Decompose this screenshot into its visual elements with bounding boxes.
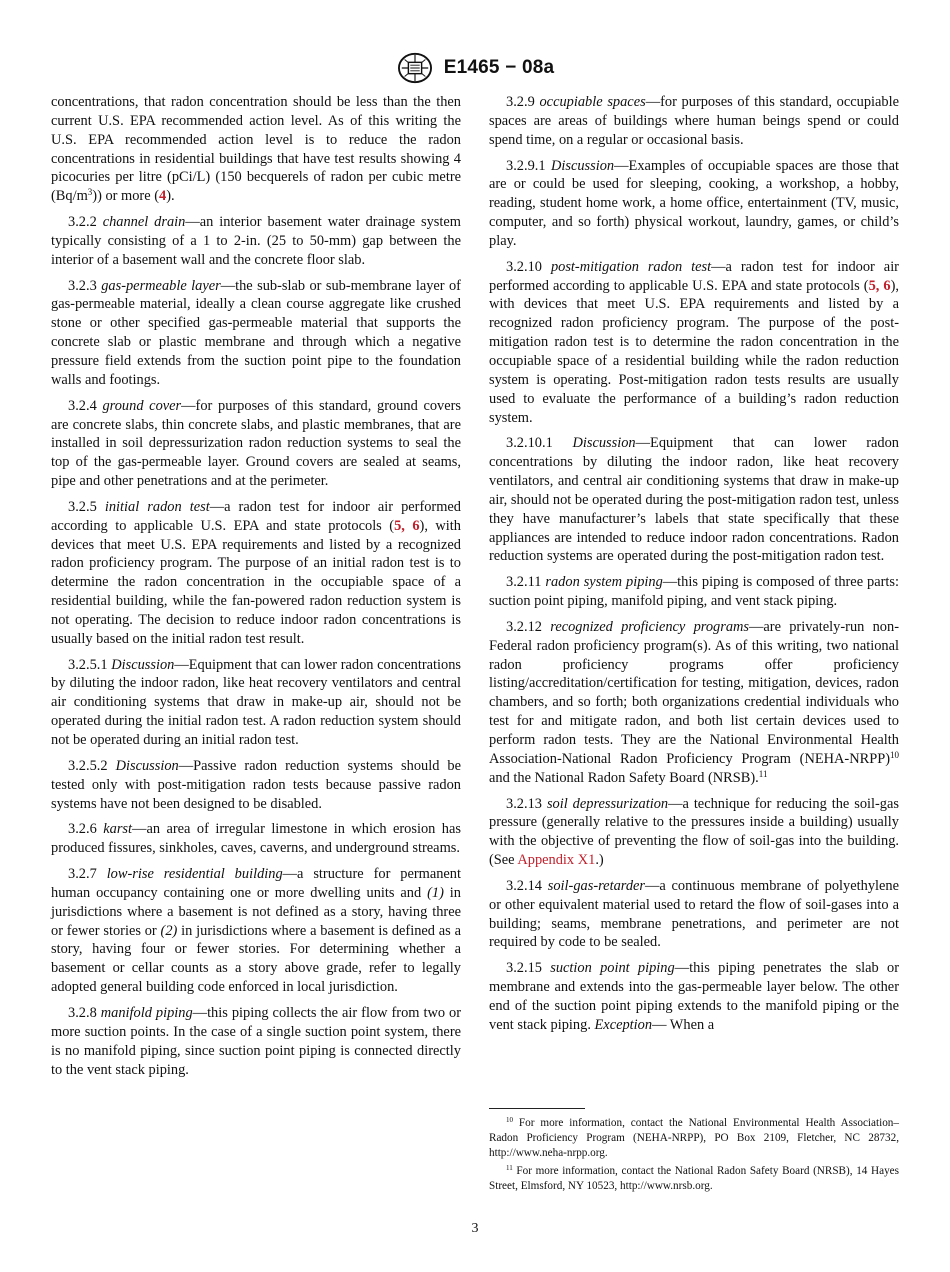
definition-manifold-piping: 3.2.8 manifold piping—this piping collects the air flow from two or more suction points. In the case of a single suction point system, there is no manifold piping, since suction point piping is connected directly to the vent stack piping. (51, 1004, 461, 1078)
definition-post-mitigation-radon-test: 3.2.10 post-mitigation radon test—a radon test for indoor air performed according to applicable U.S. EPA and state protocols (5, 6), with devices that meet U.S. EPA requirements and listed by a recognized radon proficiency program. The purpose of the post-mitigation radon test is to determine the radon concentration in the occupiable space of a residential building while the radon reduction system is operating. Post-mitigation radon tests results are usually used to evaluate the performance of a building’s radon reduction system. (489, 258, 899, 426)
definition-recognized-proficiency-programs: 3.2.12 recognized proficiency programs—are privately-run non-Federal radon proficiency program(s). As of this writing, two national radon proficiency programs offer proficiency listing/accreditation/certification for testing, mitigation, devices, radon chambers, and so forth; both organizations credential individuals who test for and mitigate radon, and both list certain devices used to perform radon tests. They are the National Environmental Health Association-National Radon Proficiency Program (NEHA-NRPP)$^{10}$ and the National Radon Safety Board (NRSB).$^{11}$ (489, 618, 899, 786)
definition-radon-system-piping: 3.2.11 radon system piping—this piping is composed of three parts: suction point piping, manifold piping, and vent stack piping. (489, 574, 899, 610)
footnote-11: $^{11}$ For more information, contact the National Radon Safety Board (NRSB), 14 Hayes Street, Elmsford, NY 10523, http://www.nrsb.org. (489, 1164, 899, 1192)
definition-channel-drain: 3.2.2 channel drain—an interior basement water drainage system typically consisting of a 1 to 2-in. (25 to 50-mm) gap between the interior of a basement wall and the concrete floor slab. (51, 214, 461, 268)
definition-ground-cover: 3.2.4 ground cover—for purposes of this standard, ground covers are concrete slabs, thin concrete slabs, and plastic membranes, that are installed in soil depressurization radon reduction systems to seal the top of the gas-permeable layer. Ground covers are sealed at seams, pipe and other penetrations and at the perimeter. (51, 397, 461, 490)
definition-soil-gas-retarder: 3.2.14 soil-gas-retarder—a continuous membrane of polyethylene or other equivalent material used to retard the flow of soil-gases into a building; seams, membrane penetrations, and perimeter are not required by code to be sealed. (489, 877, 899, 951)
definition-suction-point-piping: 3.2.15 suction point piping—this piping penetrates the slab or membrane and extends into the gas-permeable layer below. The other end of the suction point piping extends to the manifold piping or the vent stack piping. Exception— When a (489, 960, 899, 1033)
left-column (51, 93, 461, 1086)
reference-link[interactable]: 4 (159, 188, 167, 205)
definition-karst: 3.2.6 karst—an area of irregular limestone in which erosion has produced fissures, sinkholes, caves, caverns, and underground streams. (51, 821, 461, 857)
standard-designation: E1465 − 08a (443, 57, 555, 78)
footnote-marker[interactable]: 11 (758, 768, 768, 779)
footnote-10: $^{10}$ For more information, contact the National Environmental Health Association–Radon Proficiency Program (NEHA-NRPP), PO Box 2109, Fletcher, NC 28732, http://www.neha-nrpp.org. (489, 1116, 899, 1159)
discussion-3-2-9-1: 3.2.9.1 Discussion—Examples of occupiable spaces are those that are or could be used for sleeping, cooking, a workshop, a hobby, reading, student home work, a home office, entertainment (TV, music, computer, and so forth) physical workout, laundry, games, or child’s play. (489, 157, 899, 249)
footnote-marker[interactable]: 10 (890, 749, 899, 760)
continued-paragraph: concentrations, that radon concentration should be less than the then current U.S. EPA recommended action level. As of this writing the U.S. EPA recommended action level is to reduce the radon concentrations in residential buildings that have test results showing 4 picocuries per litre (pCi/L) (150 becquerels of radon per cubic metre $(Bq/m^3)$) or more (4). (51, 94, 461, 205)
definition-gas-permeable-layer: 3.2.3 gas-permeable layer—the sub-slab or sub-membrane layer of gas-permeable material, ideally a clean course aggregate like crushed stone or other specified gas-permeable material that supports the concrete slab or plastic membrane and through which a negative pressure field extends from the suction point pipe to the foundation walls and footings. (51, 277, 461, 388)
appendix-link[interactable]: Appendix X1 (517, 852, 596, 869)
reference-link[interactable]: 5, 6 (868, 277, 891, 294)
definition-occupiable-spaces: 3.2.9 occupiable spaces—for purposes of this standard, occupiable spaces are areas of buildings where human beings spend or could spend time, on a regular or occasional basis. (489, 94, 899, 148)
definition-soil-depressurization: 3.2.13 soil depressurization—a technique for reducing the soil-gas pressure (generally relative to the pressures inside a building) usually with the objective of preventing the flow of soil-gas into the building. (See Appendix X1.) (489, 795, 899, 869)
footnotes (489, 1116, 899, 1197)
discussion-3-2-10-1: 3.2.10.1 Discussion—Equipment that can lower radon concentrations by diluting the indoor radon, like heat recovery ventilators, and central air conditioning systems that draw in make-up air, should not be operated during the post-mitigation radon test, unless they have manufacturer’s labels that state specifically that these appliances are intended to reduce indoor radon concentrations. Radon reduction systems are operated during the post-mitigation radon test. (489, 435, 899, 565)
reference-link[interactable]: 5, 6 (394, 517, 420, 534)
right-column (489, 93, 899, 1042)
discussion-3-2-5-2: 3.2.5.2 Discussion—Passive radon reduction systems should be tested only with post-mitigation radon tests because passive radon systems have not been designed to be disabled. (51, 757, 461, 812)
definition-low-rise-residential-building: 3.2.7 low-rise residential building—a structure for permanent human occupancy containing one or more dwelling units and (1) in jurisdictions where a basement is not defined as a story, having three or fewer stories or (2) in jurisdictions where a basement is defined as a story, having four or fewer stories. For determining whether a basement or cellar counts as a story above grade, refer to legally adopted general building code enforced in local jurisdiction. (51, 866, 461, 996)
discussion-3-2-5-1: 3.2.5.1 Discussion—Equipment that can lower radon concentrations by diluting the indoor radon, like heat recovery ventilators and central air conditioning systems that draw in make-up air, should not be operated during the initial radon test. A radon reduction system should not be operated during an initial radon test. (51, 656, 461, 748)
astm-logo-icon (396, 51, 434, 85)
definition-initial-radon-test: 3.2.5 initial radon test—a radon test for indoor air performed according to applicable U.S. EPA and state protocols (5, 6), with devices that meet U.S. EPA requirements and listed by a recognized radon proficiency program. The purpose of an initial radon test is to determine the radon concentration in the occupiable space of a residential building, while the fan-powered radon reduction system is not operating. The decision to reduce indoor radon concentrations is usually based on the initial radon test result. (51, 498, 461, 647)
page-header (0, 50, 950, 86)
page-number: 3 (471, 1221, 479, 1236)
footnote-divider (489, 1108, 585, 1109)
